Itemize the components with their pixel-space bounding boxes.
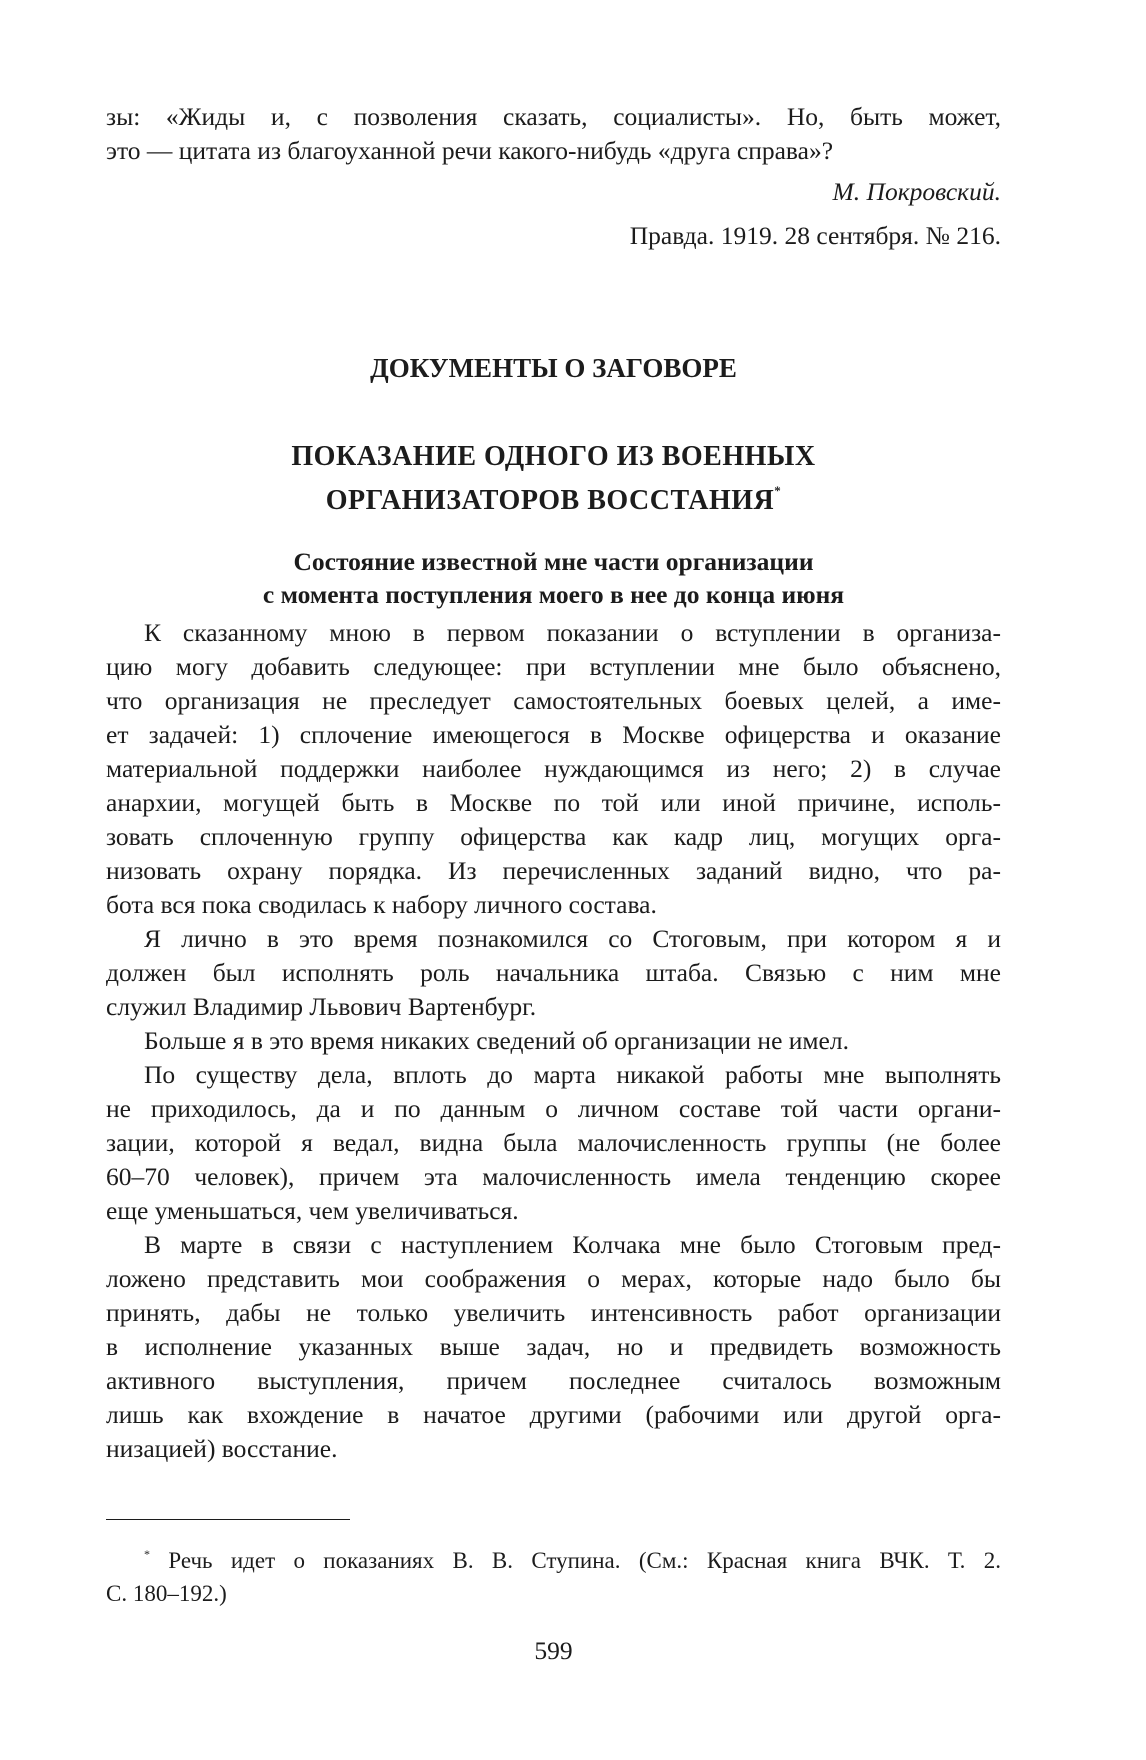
paragraph-line: В марте в связи с наступлением Колчака мне было Стоговым пред-	[144, 1230, 1001, 1259]
paragraph-line: Я лично в это время познакомился со Стоговым, при котором я и	[144, 924, 1001, 953]
subtitle-line-2: с момента поступления моего в нее до конца июня	[262, 580, 845, 609]
paragraph-line: 60–70 человек), причем эта малочисленность имела тенденцию скорее	[106, 1162, 1001, 1191]
subtitle-line-1: Состояние известной мне части организации	[293, 547, 814, 576]
intro-line: зы: «Жиды и, с позволения сказать, социалисты». Но, быть может,	[106, 102, 1001, 131]
document-title-line-2	[106, 474, 1001, 518]
source-citation: Правда. 1919. 28 сентября. № 216.	[629, 221, 1001, 250]
paragraph-line: служил Владимир Львович Вартенбург.	[106, 992, 537, 1021]
document-title-line-1: ПОКАЗАНИЕ ОДНОГО ИЗ ВОЕННЫХ	[291, 441, 816, 472]
paragraph-line: еще уменьшаться, чем увеличиваться.	[106, 1196, 519, 1225]
footnote-divider	[106, 1519, 350, 1520]
paragraph-line: активного выступления, причем последнее считалось возможным	[106, 1366, 1001, 1395]
footnote-text: Речь идет о показаниях В. В. Ступина. (См.: Красная книга ВЧК. Т. 2.	[150, 1548, 1001, 1573]
paragraph-line: зовать сплоченную группу офицерства как кадр лиц, могущих орга-	[106, 822, 1001, 851]
paragraph-line: низовать охрану порядка. Из перечисленных заданий видно, что ра-	[106, 856, 1001, 885]
book-page	[106, 100, 1001, 1740]
paragraph-line: анархии, могущей быть в Москве по той или иной причине, исполь-	[106, 788, 1001, 817]
paragraph-line: лишь как вхождение в начатое другими (рабочими или другой орга-	[106, 1400, 1001, 1429]
document-title-text: ОРГАНИЗАТОРОВ ВОССТАНИЯ	[325, 485, 775, 516]
paragraph-line: ложено представить мои соображения о мерах, которые надо было бы	[106, 1264, 1001, 1293]
section-title: ДОКУМЕНТЫ О ЗАГОВОРЕ	[370, 353, 737, 383]
paragraph-line: цию могу добавить следующее: при вступлении мне было объяснено,	[106, 652, 1001, 681]
paragraph-line: должен был исполнять роль начальника штаба. Связью с ним мне	[106, 958, 1001, 987]
paragraph-line: Больше я в это время никаких сведений об организации не имел.	[144, 1026, 849, 1055]
footnote-mark: *	[144, 1547, 150, 1561]
paragraph-line: не приходилось, да и по данным о личном составе той части органи-	[106, 1094, 1001, 1123]
footnote-line-1	[106, 1538, 1001, 1577]
page-number: 599	[534, 1636, 573, 1665]
author-signature: М. Покровский.	[832, 177, 1001, 206]
footnote-marker: *	[774, 483, 782, 498]
paragraph-line: ет задачей: 1) сплочение имеющегося в Москве офицерства и оказание	[106, 720, 1001, 749]
intro-block	[106, 100, 1001, 253]
paragraph-line: что организация не преследует самостоятельных боевых целей, а име-	[106, 686, 1001, 715]
intro-line: это — цитата из благоуханной речи какого-нибудь «друга справа»?	[106, 136, 834, 165]
paragraph-line: низацией) восстание.	[106, 1434, 338, 1463]
footnote-line-2: С. 180–192.)	[106, 1581, 227, 1606]
paragraph-line: бота вся пока сводилась к набору личного состава.	[106, 890, 657, 919]
paragraph-line: в исполнение указанных выше задач, но и предвидеть возможность	[106, 1332, 1001, 1361]
paragraph-line: К сказанному мною в первом показании о вступлении в организа-	[144, 618, 1001, 647]
body-text	[106, 616, 1001, 1466]
paragraph-line: По существу дела, вплоть до марта никакой работы мне выполнять	[144, 1060, 1001, 1089]
paragraph-line: принять, дабы не только увеличить интенсивность работ организации	[106, 1298, 1001, 1327]
paragraph-line: материальной поддержки наиболее нуждающимся из него; 2) в случае	[106, 754, 1001, 783]
footnote	[106, 1538, 1001, 1610]
paragraph-line: зации, которой я ведал, видна была малочисленность группы (не более	[106, 1128, 1001, 1157]
